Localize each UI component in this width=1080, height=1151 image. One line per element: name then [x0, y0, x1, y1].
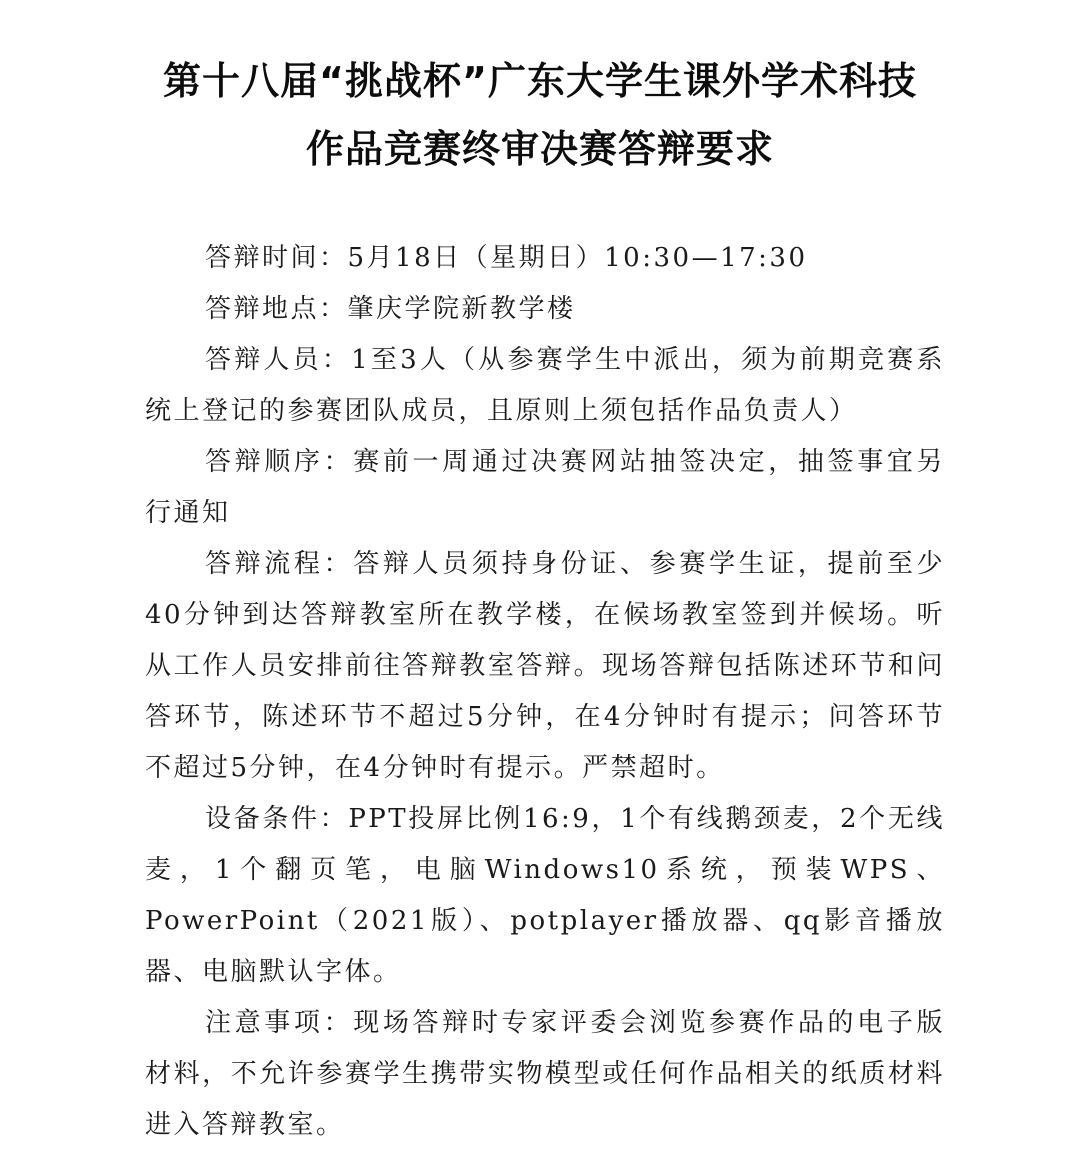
paragraph-label: 答辩顺序：: [205, 447, 354, 477]
paragraph-defense-personnel: [145, 335, 945, 437]
document-title-line-2: 作品竞赛终审决赛答辩要求: [305, 127, 774, 171]
paragraph-text: 赛前一周通过决赛网站抽签决定，抽签事宜另行通知: [145, 447, 945, 528]
paragraph-text: 5月18日（星期日）10:30—17:30: [347, 243, 808, 273]
paragraph-label: 设备条件：: [205, 804, 349, 834]
paragraph-label: 答辩流程：: [205, 549, 354, 579]
paragraph-defense-process: [145, 539, 945, 794]
paragraph-defense-order: [145, 437, 945, 539]
paragraph-text: 1至3人（从参赛学生中派出，须为前期竞赛系统上登记的参赛团队成员，且原则上须包括作品负责人）: [145, 345, 945, 426]
paragraph-label: 答辩地点：: [205, 294, 348, 324]
paragraph-label: 注意事项：: [205, 1008, 354, 1038]
paragraph-text: 肇庆学院新教学楼: [347, 294, 576, 324]
paragraph-text: 现场答辩时专家评委会浏览参赛作品的电子版材料，不允许参赛学生携带实物模型或任何作品相关的纸质材料进入答辩教室。: [145, 1008, 945, 1140]
paragraph-text: 答辩人员须持身份证、参赛学生证，提前至少40分钟到达答辩教室所在教学楼，在候场教室签到并候场。听从工作人员安排前往答辩教室答辩。现场答辩包括陈述环节和问答环节，陈述环节不超过5分钟，在4分钟时有提示；问答环节不超过5分钟，在4分钟时有提示。严禁超时。: [145, 549, 945, 783]
paragraph-notes: [145, 998, 945, 1151]
document-body: [145, 233, 945, 1151]
paragraph-defense-time: [145, 233, 945, 284]
paragraph-label: 答辩时间：: [205, 243, 348, 273]
paragraph-defense-location: [145, 284, 945, 335]
paragraph-label: 答辩人员：: [205, 345, 352, 375]
document-title-line-1: 第十八届“挑战杯”广东大学生课外学术科技: [163, 59, 917, 103]
paragraph-equipment: [145, 794, 945, 998]
paragraph-text: PPT投屏比例16:9，1个有线鹅颈麦，2个无线麦，1个翻页笔，电脑Windows10系统，预装WPS、PowerPoint（2021版）、potplayer播放器、qq影音播放器、电脑默认字体。: [145, 804, 945, 987]
